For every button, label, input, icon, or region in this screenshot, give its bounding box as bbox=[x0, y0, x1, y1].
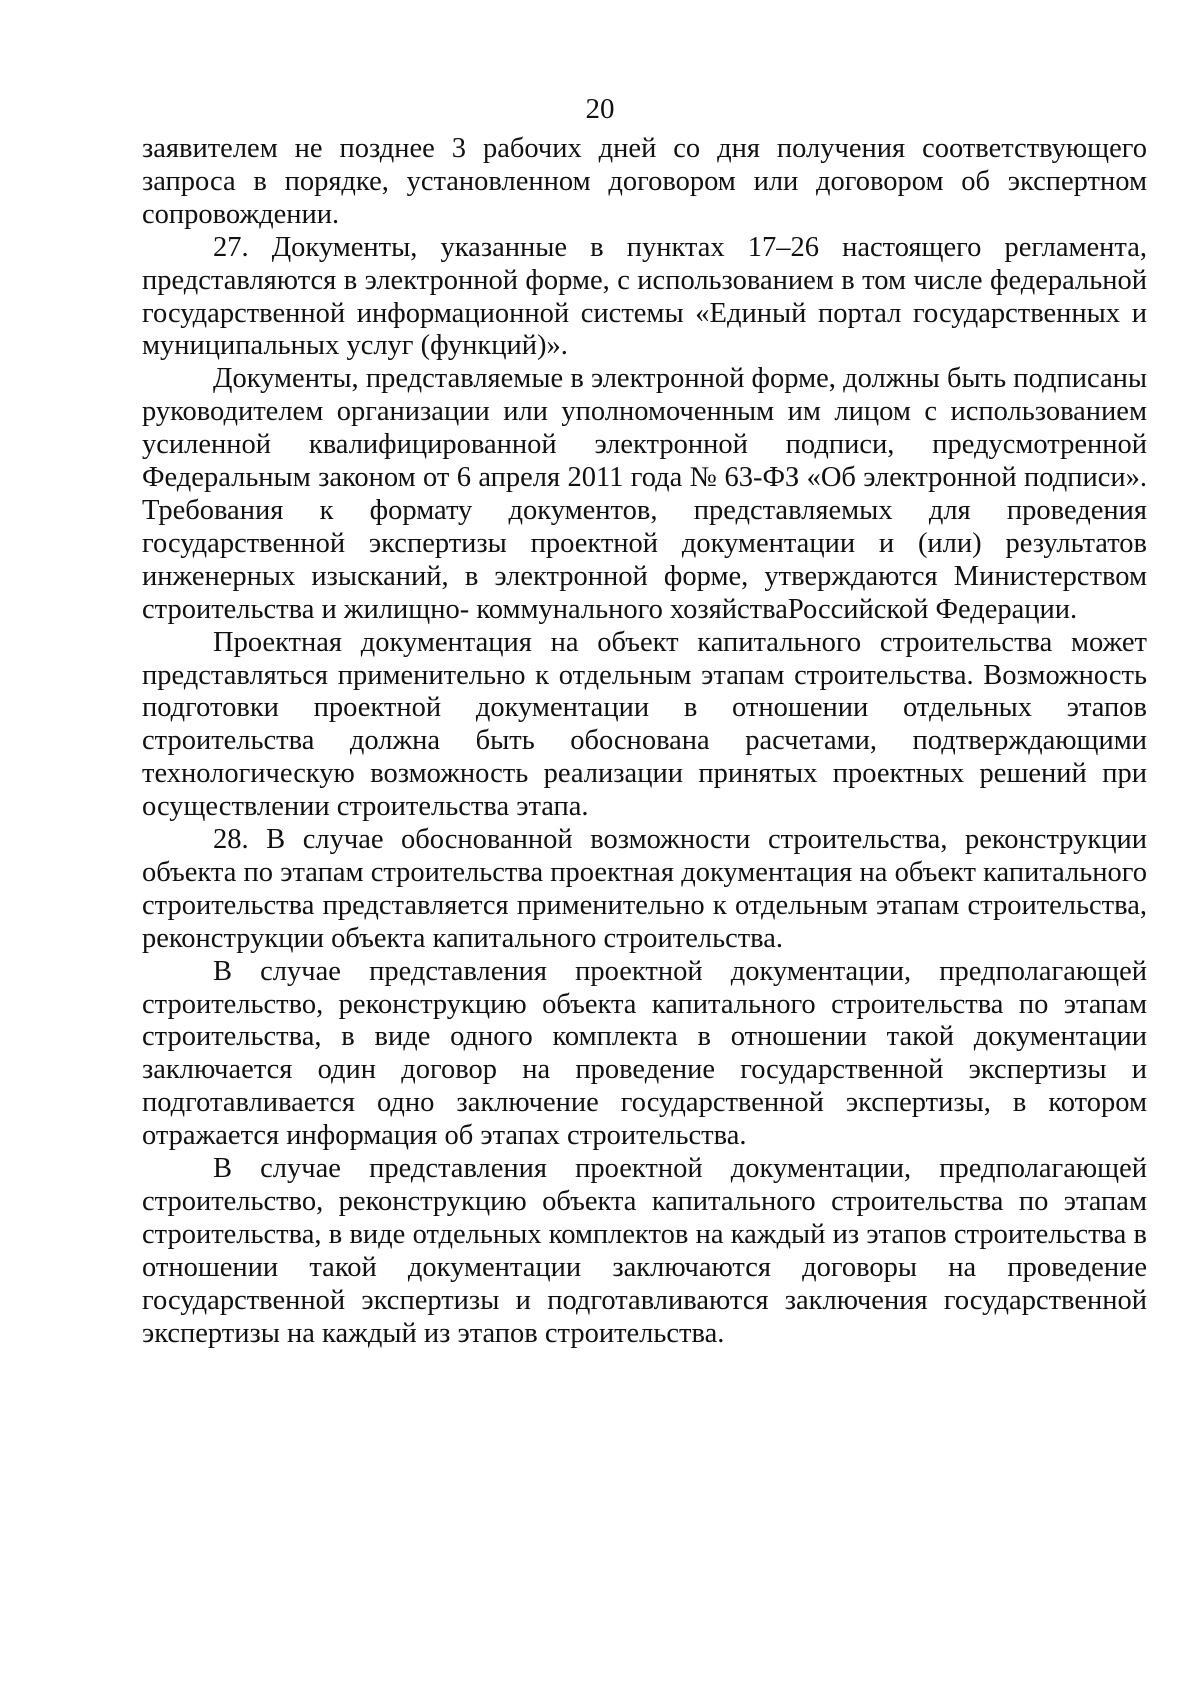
paragraph-construction-stages: Проектная документация на объект капитального строительства может представляться применительно к отдельным этапам строительства. Возможность подготовки проектной документации в отношении отдельных этапов строительства должна быть обоснована расчетами, подтверждающими технологическую возможность реализации принятых проектных решений при осуществлении строительства этапа. bbox=[142, 626, 1147, 823]
paragraph-single-set: В случае представления проектной документации, предполагающей строительство, реконструкцию объекта капитального строительства по этапам строительства, в виде одного комплекта в отношении такой документации заключается один договор на проведение государственной экспертизы и подготавливается одно заключение государственной экспертизы, в котором отражается информация об этапах строительства. bbox=[142, 955, 1147, 1152]
paragraph-separate-sets: В случае представления проектной документации, предполагающей строительство, реконструкцию объекта капитального строительства по этапам строительства, в виде отдельных комплектов на каждый из этапов строительства в отношении такой документации заключаются договоры на проведение государственной экспертизы и подготавливаются заключения государственной экспертизы на каждый из этапов строительства. bbox=[142, 1153, 1147, 1349]
paragraph-item-28: 28. В случае обоснованной возможности строительства, реконструкции объекта по этапам строительства проектная документация на объект капитального строительства представляется применительно к отдельным этапам строительства, реконструкции объекта капитального строительства. bbox=[142, 824, 1147, 954]
paragraph-electronic-signature: Документы, представляемые в электронной форме, должны быть подписаны руководителем организации или уполномоченным им лицом с использованием усиленной квалифицированной электронной подписи, предусмотренной Федеральным законом от 6 апреля 2011 года № 63-ФЗ «Об электронной подписи». Требования к формату документов, представляемых для проведения государственной экспертизы проектной документации и (или) результатов инженерных изысканий, в электронной форме, утверждаются Министерством строительства и жилищно- коммунального хозяйстваРоссийской Федерации. bbox=[142, 363, 1147, 625]
document-body bbox=[142, 133, 1147, 1351]
page-number: 20 bbox=[585, 93, 615, 125]
paragraph-item-27: 27. Документы, указанные в пунктах 17–26 настоящего регламента, представляются в электронной форме, с использованием в том числе федеральной государственной информационной системы «Единый портал государственных и муниципальных услуг (функций)». bbox=[142, 231, 1147, 362]
paragraph-continuation: заявителем не позднее 3 рабочих дней со дня получения соответствующего запроса в порядке, установленном договором или договором об экспертном сопровождении. bbox=[142, 133, 1147, 230]
